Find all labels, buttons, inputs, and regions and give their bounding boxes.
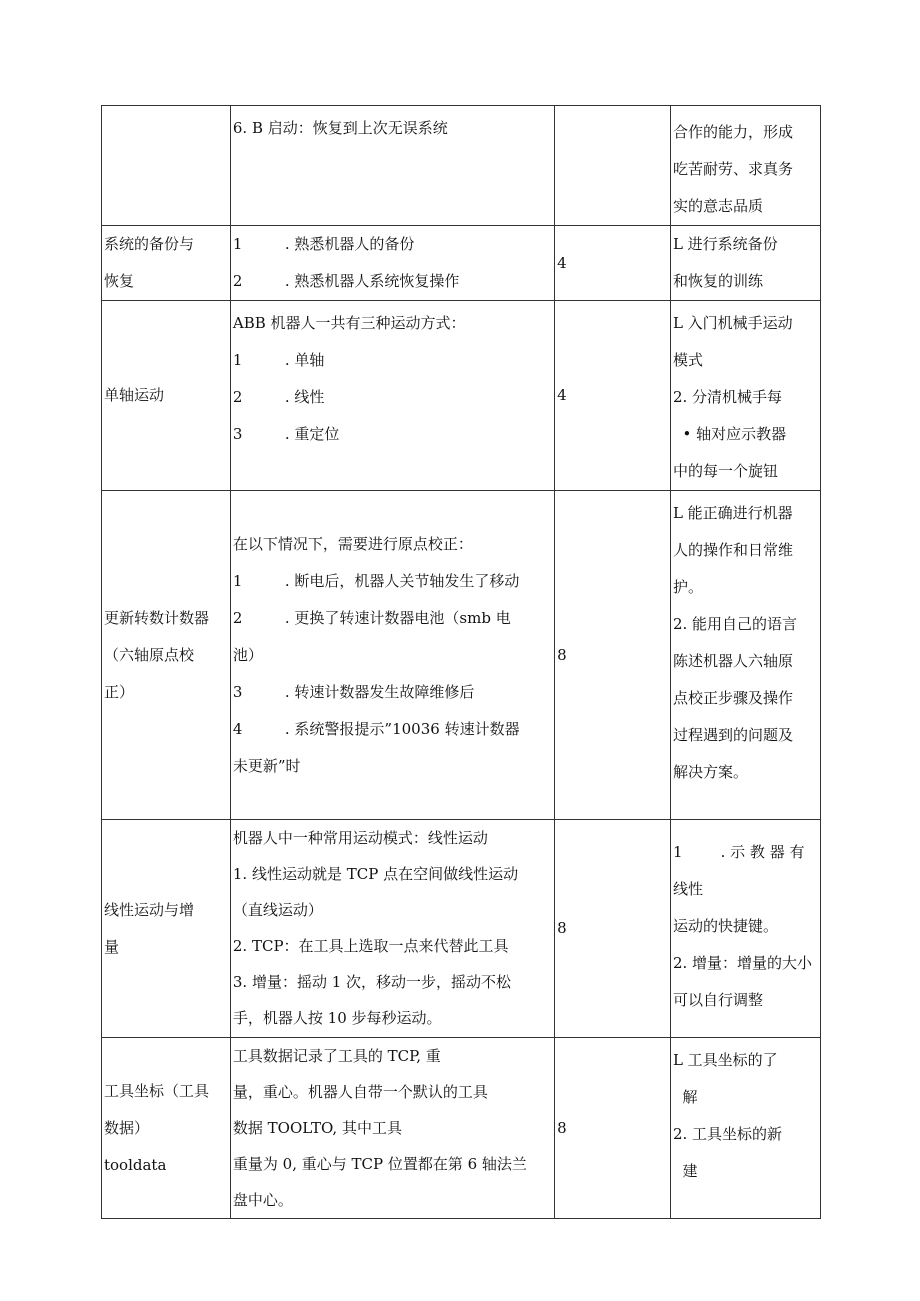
goal-line: 中的每一个旋钮 bbox=[672, 462, 778, 480]
content-line: （直线运动） bbox=[232, 901, 323, 919]
table-row bbox=[102, 820, 821, 1038]
content-item: 3 . 重定位 bbox=[232, 425, 340, 443]
topic-line: 量 bbox=[104, 937, 120, 956]
topic-cell bbox=[102, 1038, 231, 1219]
topic-line: 工具坐标（工具 bbox=[104, 1081, 210, 1100]
goal-line: 解 bbox=[672, 1088, 698, 1106]
topic-cell bbox=[102, 820, 231, 1038]
content-item-cont: 池） bbox=[232, 645, 263, 664]
goal-line: 合作的能力，形成 bbox=[672, 123, 793, 141]
content-item: 2 . 熟悉机器人系统恢复操作 bbox=[232, 272, 460, 290]
content-line: 6. B 启动：恢复到上次无误系统 bbox=[232, 119, 448, 137]
content-item: 2 . 线性 bbox=[232, 388, 325, 406]
goals-cell bbox=[670, 106, 820, 226]
topic-cell bbox=[102, 301, 231, 491]
topic-cell bbox=[102, 106, 231, 226]
goal-line: • 轴对应示教器 bbox=[672, 425, 787, 443]
goal-line: 1 . 示 教 器 有 bbox=[672, 843, 805, 861]
goal-line: 2. 能用自己的语言 bbox=[672, 615, 798, 633]
content-intro: ABB 机器人一共有三种运动方式： bbox=[232, 314, 466, 332]
topic-line: （六轴原点校 bbox=[104, 645, 195, 664]
content-line: 2. TCP：在工具上选取一点来代替此工具 bbox=[232, 937, 509, 955]
topic-line: tooldata bbox=[104, 1155, 167, 1174]
table-row bbox=[102, 106, 821, 226]
content-line: 3. 增量：摇动 1 次，移动一步，摇动不松 bbox=[232, 973, 512, 991]
content-item: 3 . 转速计数器发生故障维修后 bbox=[232, 682, 475, 701]
content-item-cont: 未更新”时 bbox=[232, 756, 301, 775]
content-item: 1 . 单轴 bbox=[232, 351, 325, 369]
goals-cell bbox=[670, 301, 820, 491]
goal-line: 过程遇到的问题及 bbox=[672, 726, 793, 744]
goal-line: 运动的快捷键。 bbox=[672, 917, 778, 935]
content-item: 2 . 更换了转速计数器电池（smb 电 bbox=[232, 608, 511, 627]
goal-line: 模式 bbox=[672, 351, 703, 369]
topic-line: 单轴运动 bbox=[104, 386, 165, 404]
goal-line: 和恢复的训练 bbox=[672, 272, 763, 290]
content-line: 1. 线性运动就是 TCP 点在空间做线性运动 bbox=[232, 865, 519, 883]
course-table bbox=[101, 105, 821, 1219]
content-cell bbox=[230, 106, 554, 226]
content-item: 1 . 断电后，机器人关节轴发生了移动 bbox=[232, 571, 520, 590]
goal-line: 护。 bbox=[672, 578, 703, 596]
topic-line: 系统的备份与 bbox=[104, 235, 195, 253]
goals-cell bbox=[670, 1038, 820, 1219]
table-row bbox=[102, 1038, 821, 1219]
goals-cell bbox=[670, 226, 820, 301]
goals-cell bbox=[670, 491, 820, 820]
goal-line: 陈述机器人六轴原 bbox=[672, 652, 793, 670]
goal-line: 人的操作和日常维 bbox=[672, 541, 793, 559]
hours-cell: 8 bbox=[555, 820, 671, 1038]
goal-line: 2. 分清机械手每 bbox=[672, 388, 783, 406]
content-line: 盘中心。 bbox=[232, 1191, 293, 1209]
topic-line: 恢复 bbox=[104, 272, 135, 290]
content-cell bbox=[230, 1038, 554, 1219]
content-line: 数据 TOOLTO, 其中工具 bbox=[232, 1119, 402, 1137]
goal-line: 解决方案。 bbox=[672, 763, 748, 781]
goal-line: 线性 bbox=[672, 880, 703, 898]
topic-line: 更新转数计数器 bbox=[104, 608, 210, 627]
hours-cell bbox=[555, 106, 671, 226]
content-line: 量，重心。机器人自带一个默认的工具 bbox=[232, 1083, 488, 1101]
content-item: 4 . 系统警报提示”10036 转速计数器 bbox=[232, 719, 520, 738]
goal-line: 可以自行调整 bbox=[672, 991, 763, 1009]
goal-line: 2. 工具坐标的新 bbox=[672, 1125, 783, 1143]
topic-line: 数据） bbox=[104, 1118, 150, 1137]
table-row bbox=[102, 301, 821, 491]
goal-line: L 能正确进行机器 bbox=[672, 504, 793, 522]
content-cell bbox=[230, 301, 554, 491]
goal-line: 点校正步骤及操作 bbox=[672, 689, 793, 707]
content-line: 重量为 0, 重心与 TCP 位置都在第 6 轴法兰 bbox=[232, 1155, 527, 1173]
topic-line: 正） bbox=[104, 682, 135, 701]
topic-cell bbox=[102, 491, 231, 820]
hours-cell: 4 bbox=[555, 301, 671, 491]
content-intro: 在以下情况下，需要进行原点校正： bbox=[232, 534, 473, 553]
table-row bbox=[102, 226, 821, 301]
goal-line: L 工具坐标的了 bbox=[672, 1051, 778, 1069]
table-row bbox=[102, 491, 821, 820]
content-line: 手，机器人按 10 步每秒运动。 bbox=[232, 1009, 442, 1027]
content-cell bbox=[230, 820, 554, 1038]
topic-line: 线性运动与增 bbox=[104, 900, 195, 919]
goals-cell bbox=[670, 820, 820, 1038]
content-line: 机器人中一种常用运动模式：线性运动 bbox=[232, 829, 488, 847]
topic-cell bbox=[102, 226, 231, 301]
hours-cell: 8 bbox=[555, 1038, 671, 1219]
goal-line: 吃苦耐劳、求真务 bbox=[672, 160, 793, 178]
goal-line: 实的意志品质 bbox=[672, 197, 763, 215]
content-cell bbox=[230, 491, 554, 820]
goal-line: 建 bbox=[672, 1162, 698, 1180]
hours-cell: 8 bbox=[555, 491, 671, 820]
goal-line: 2. 增量：增量的大小 bbox=[672, 954, 813, 972]
content-item: 1 . 熟悉机器人的备份 bbox=[232, 235, 415, 253]
content-cell bbox=[230, 226, 554, 301]
goal-line: L 进行系统备份 bbox=[672, 235, 778, 253]
goal-line: L 入门机械手运动 bbox=[672, 314, 793, 332]
hours-cell: 4 bbox=[555, 226, 671, 301]
content-line: 工具数据记录了工具的 TCP, 重 bbox=[232, 1047, 441, 1065]
